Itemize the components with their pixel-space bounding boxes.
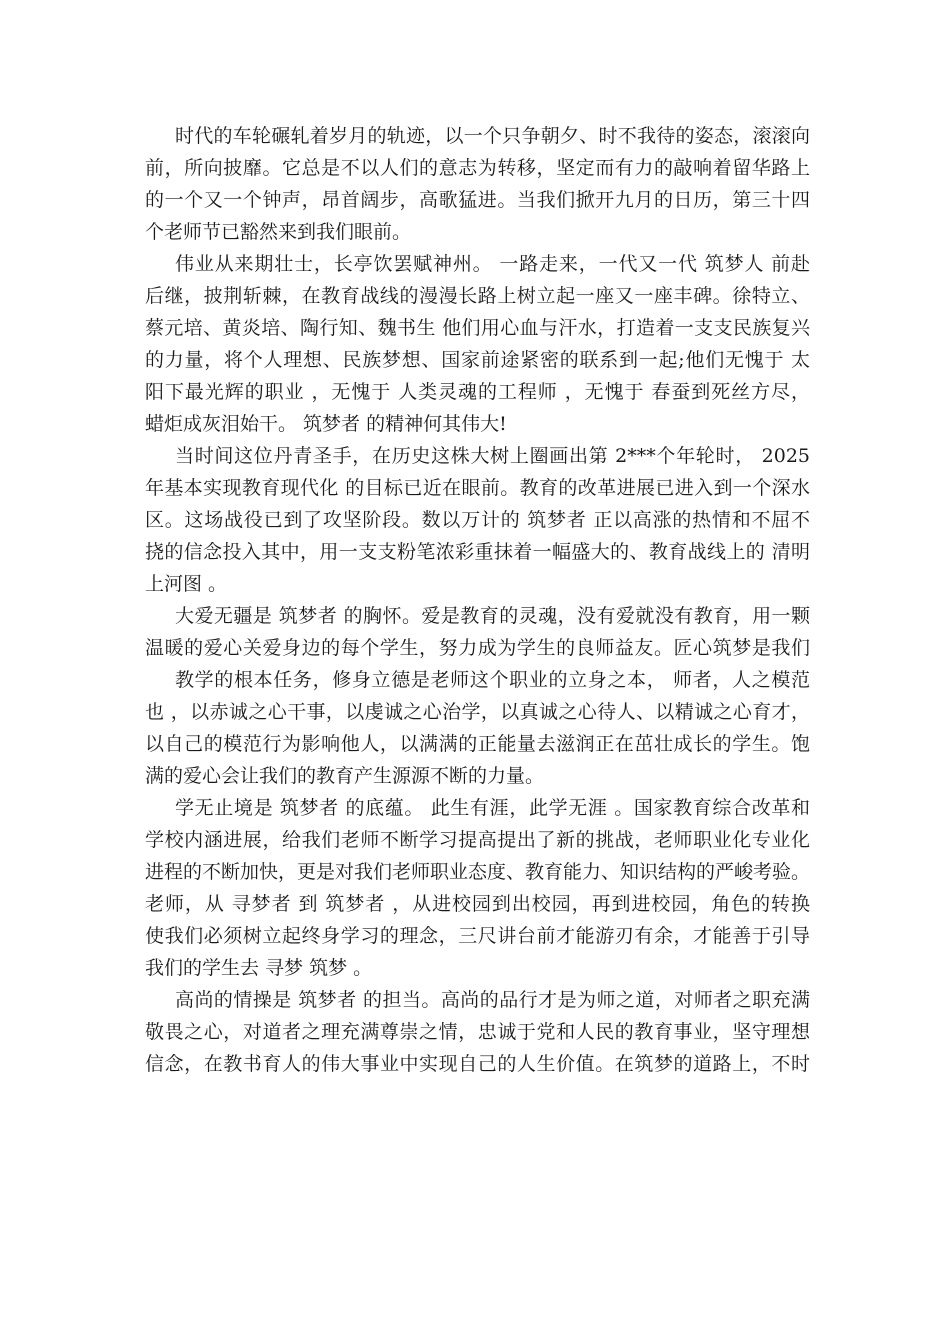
- paragraph-line: 进程的不断加快，更是对我们老师职业态度、教育能力、知识结构的严峻考验。: [145, 861, 811, 883]
- paragraph-1: [145, 120, 810, 248]
- paragraph-line: 后继，披荆斩棘，在教育战线的漫漫长路上树立起一座又一座丰碑。徐特立、: [145, 285, 810, 307]
- paragraph-4: [145, 600, 810, 664]
- paragraph-line: 教学的根本任务，修身立德是老师这个职业的立身之本， 师者，人之模范: [175, 669, 810, 691]
- document-page: [145, 120, 810, 1080]
- paragraph-6: [145, 792, 810, 984]
- paragraph-line: 前，所向披靡。它总是不以人们的意志为转移，坚定而有力的敲响着留华路上: [145, 157, 810, 179]
- paragraph-line: 也 ，以赤诚之心干事，以虔诚之心治学，以真诚之心待人、以精诚之心育才，: [145, 701, 810, 723]
- paragraph-2: [145, 248, 810, 440]
- paragraph-line: 我们的学生去 寻梦 筑梦 。: [145, 957, 373, 979]
- paragraph-5: [145, 664, 810, 792]
- paragraph-line: 上河图 。: [145, 573, 228, 595]
- paragraph-line: 老师，从 寻梦者 到 筑梦者 ，从进校园到出校园，再到进校园，角色的转换: [145, 893, 810, 915]
- paragraph-7: [145, 984, 810, 1080]
- paragraph-line: 的一个又一个钟声，昂首阔步，高歌猛进。当我们掀开九月的日历，第三十四: [145, 189, 810, 211]
- paragraph-line: 时代的车轮碾轧着岁月的轨迹，以一个只争朝夕、时不我待的姿态，滚滚向: [175, 125, 810, 147]
- paragraph-line: 当时间这位丹青圣手，在历史这株大树上圈画出第 2***个年轮时， 2025: [175, 445, 810, 467]
- paragraph-line: 学校内涵进展，给我们老师不断学习提高提出了新的挑战，老师职业化专业化: [145, 829, 810, 851]
- paragraph-line: 伟业从来期壮士，长亭饮罢赋神州。 一路走来，一代又一代 筑梦人 前赴: [175, 253, 810, 275]
- paragraph-line: 蔡元培、黄炎培、陶行知、魏书生 他们用心血与汗水，打造着一支支民族复兴: [145, 317, 810, 339]
- paragraph-line: 阳下最光辉的职业 ，无愧于 人类灵魂的工程师 ，无愧于 春蚕到死丝方尽，: [145, 381, 810, 403]
- paragraph-line: 蜡炬成灰泪始干。 筑梦者 的精神何其伟大!: [145, 413, 507, 435]
- paragraph-line: 的力量，将个人理想、民族梦想、国家前途紧密的联系到一起;他们无愧于 太: [145, 349, 810, 371]
- paragraph-line: 使我们必须树立起终身学习的理念，三尺讲台前才能游刃有余，才能善于引导: [145, 925, 810, 947]
- paragraph-line: 挠的信念投入其中，用一支支粉笔浓彩重抹着一幅盛大的、教育战线上的 清明: [145, 541, 810, 563]
- paragraph-line: 年基本实现教育现代化 的目标已近在眼前。教育的改革进展已进入到一个深水: [145, 477, 810, 499]
- paragraph-line: 区。这场战役已到了攻坚阶段。数以万计的 筑梦者 正以高涨的热情和不屈不: [145, 509, 810, 531]
- paragraph-3: [145, 440, 810, 600]
- paragraph-line: 敬畏之心，对道者之理充满尊崇之情，忠诚于党和人民的教育事业，坚守理想: [145, 1021, 810, 1043]
- paragraph-line: 个老师节已豁然来到我们眼前。: [145, 221, 412, 243]
- paragraph-line: 大爱无疆是 筑梦者 的胸怀。爱是教育的灵魂，没有爱就没有教育，用一颗: [175, 605, 810, 627]
- paragraph-line: 满的爱心会让我们的教育产生源源不断的力量。: [145, 765, 545, 787]
- paragraph-line: 学无止境是 筑梦者 的底蕴。 此生有涯，此学无涯 。国家教育综合改革和: [175, 797, 810, 819]
- paragraph-line: 以自己的模范行为影响他人，以满满的正能量去滋润正在茁壮成长的学生。饱: [145, 733, 810, 755]
- paragraph-line: 高尚的情操是 筑梦者 的担当。高尚的品行才是为师之道，对师者之职充满: [175, 989, 810, 1011]
- paragraph-line: 信念，在教书育人的伟大事业中实现自己的人生价值。在筑梦的道路上，不时: [145, 1053, 810, 1075]
- paragraph-line: 温暖的爱心关爱身边的每个学生，努力成为学生的良师益友。匠心筑梦是我们: [145, 637, 810, 659]
